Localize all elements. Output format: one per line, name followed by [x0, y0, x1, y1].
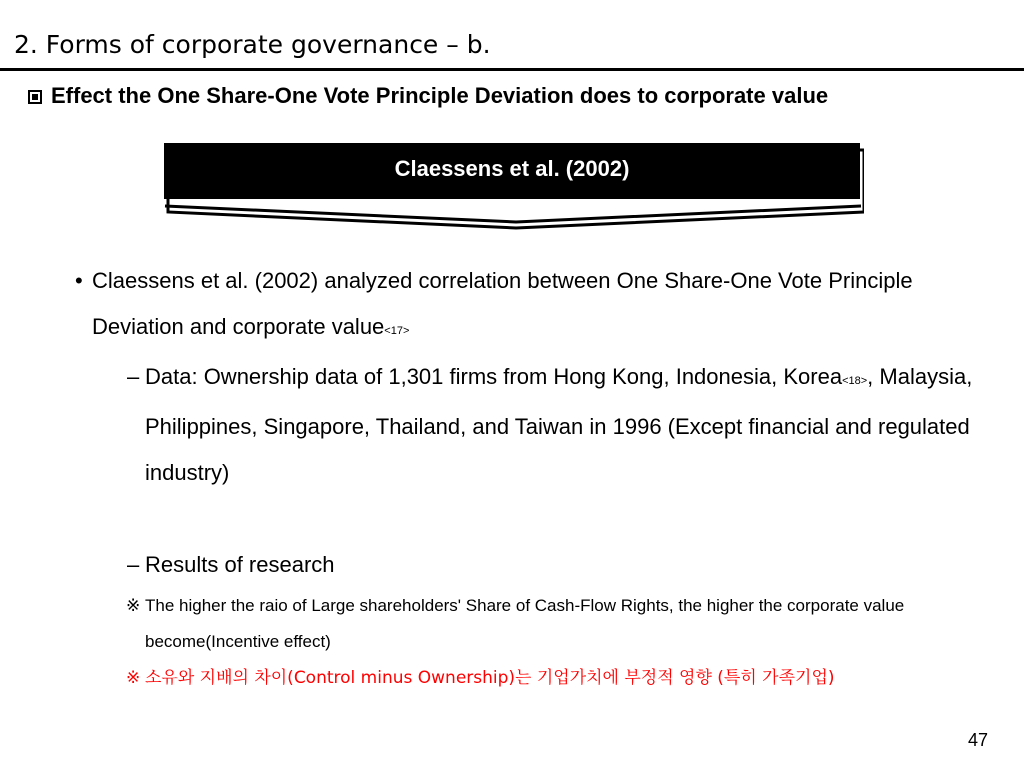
- banner-label: Claessens et al. (2002): [394, 156, 630, 181]
- note-text: The higher the raio of Large shareholders' Share of Cash-Flow Rights, the higher the corporate value become(Incentive effect): [145, 596, 905, 651]
- banner-shape: [164, 140, 864, 230]
- reference-mark-icon: ※: [126, 668, 141, 688]
- dash-bullet-icon: –: [127, 364, 140, 389]
- bullet-dot-icon: •: [75, 268, 83, 293]
- bullet-item: [72, 258, 1002, 354]
- sub-bullet-text-continued: , Malaysia, Philippines, Singapore, Thailand, and Taiwan in 1996 (Except financial and regulated industry): [145, 364, 973, 485]
- title-divider: [0, 68, 1024, 71]
- slide-body: [72, 258, 1002, 696]
- citation-banner: [164, 140, 864, 230]
- section-heading-text: Effect the One Share-One Vote Principle Deviation does to corporate value: [51, 83, 829, 108]
- bullet-text: Claessens et al. (2002) analyzed correlation between One Share-One Vote Principle Deviation and corporate value: [92, 268, 913, 339]
- sub-bullet-text: Results of research: [145, 552, 335, 577]
- dash-bullet-icon: –: [127, 552, 140, 577]
- sub-bullet-item: [72, 354, 1002, 496]
- slide-title: 2. Forms of corporate governance – b.: [14, 30, 491, 59]
- note-item: [72, 588, 1002, 660]
- sub-bullet-item: [72, 542, 1002, 588]
- note-text-korean: 소유와 지배의 차이(Control minus Ownership)는 기업가치에 부정적 영향 (특히 가족기업): [145, 668, 835, 688]
- section-heading: [28, 83, 828, 109]
- reference-mark-icon: ※: [126, 596, 141, 615]
- page-number: 47: [967, 730, 988, 750]
- reference-marker: <18>: [842, 375, 868, 387]
- reference-marker: <17>: [384, 325, 410, 337]
- square-bullet-icon: [28, 90, 42, 104]
- sub-bullet-text: Data: Ownership data of 1,301 firms from Hong Kong, Indonesia, Korea: [145, 364, 843, 389]
- note-item-highlight: [72, 660, 1002, 696]
- spacer: [72, 496, 1002, 542]
